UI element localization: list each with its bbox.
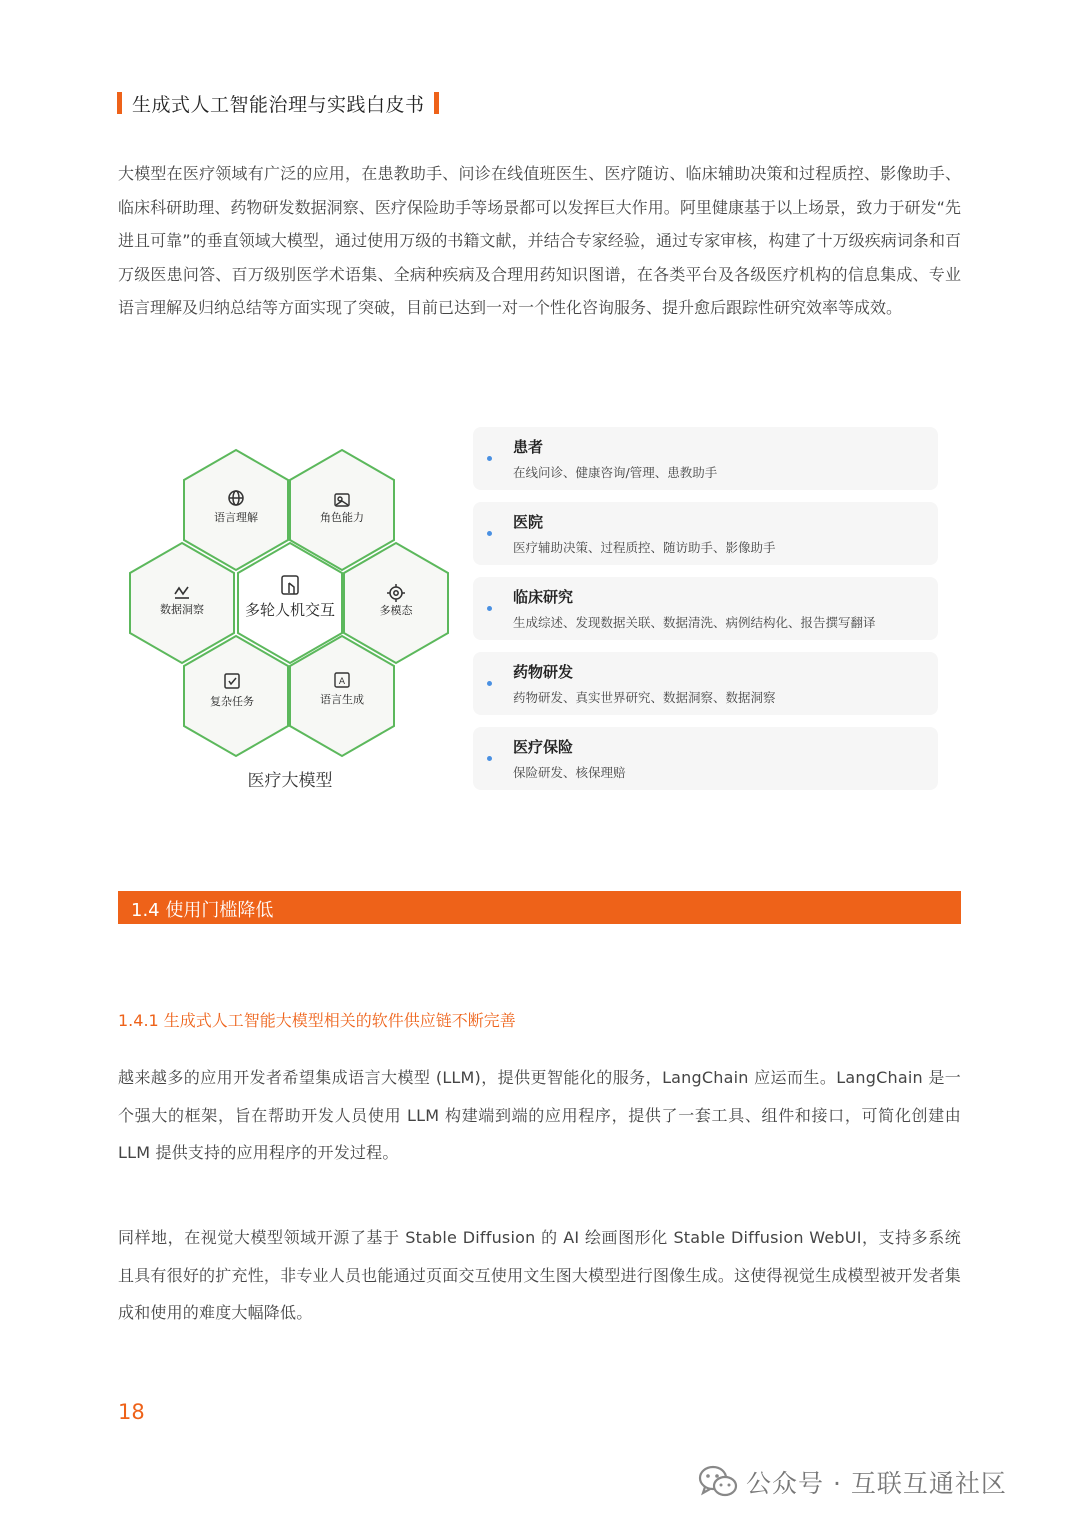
- card-drug-research: [473, 652, 938, 715]
- header-accent-bar-left: [117, 92, 122, 114]
- subsection-title: 1.4.1 生成式人工智能大模型相关的软件供应链不断完善: [118, 1011, 516, 1030]
- watermark-text: 公众号 · 互联互通社区: [746, 1469, 1007, 1498]
- card-title: 医疗保险: [513, 738, 574, 756]
- bullet-dot-icon: [487, 606, 492, 611]
- hex-label: 语言生成: [320, 693, 364, 706]
- page-number: 18: [118, 1400, 145, 1424]
- document-header: [117, 89, 439, 117]
- medical-model-figure: [0, 420, 1080, 820]
- wechat-icon: [698, 1464, 738, 1500]
- card-title: 药物研发: [513, 663, 574, 681]
- card-title: 临床研究: [513, 588, 574, 606]
- card-medical-insurance: [473, 727, 938, 790]
- section-title: 1.4 使用门槛降低: [131, 900, 274, 921]
- bullet-dot-icon: [487, 531, 492, 536]
- model-label: 医疗大模型: [247, 771, 333, 791]
- document-title: 生成式人工智能治理与实践白皮书: [132, 93, 425, 116]
- card-title: 患者: [513, 438, 544, 456]
- hex-label: 多模态: [379, 604, 413, 617]
- application-cards: [473, 427, 938, 802]
- card-subtitle: 医疗辅助决策、过程质控、随访助手、影像助手: [513, 540, 776, 555]
- card-subtitle: 在线问诊、健康咨询/管理、患教助手: [513, 465, 718, 480]
- card-subtitle: 药物研发、真实世界研究、数据洞察、数据洞察: [513, 690, 776, 705]
- intro-paragraph: 大模型在医疗领域有广泛的应用，在患教助手、问诊在线值班医生、医疗随访、临床辅助决策和过程质控、影像助手、临床科研助理、药物研发数据洞察、医疗保险助手等场景都可以发挥巨大作用。阿里健康基于以上场景，致力于研发“先进且可靠”的垂直领域大模型，通过使用万级的书籍文献，并结合专家经验，通过专家审核，构建了十万级疾病词条和百万级医患问答、百万级别医学术语集、全病种疾病及合理用药知识图谱，在各类平台及各级医疗机构的信息集成、专业语言理解及归纳总结等方面实现了突破，目前已达到一对一个性化咨询服务、提升愈后跟踪性研究效率等成效。: [118, 164, 961, 317]
- hex-label: 数据洞察: [160, 603, 204, 616]
- card-subtitle: 生成综述、发现数据关联、数据清洗、病例结构化、报告撰写翻译: [513, 615, 876, 630]
- bullet-dot-icon: [487, 756, 492, 761]
- card-hospital: [473, 502, 938, 565]
- stable-diffusion-paragraph: 同样地，在视觉大模型领域开源了基于 Stable Diffusion 的 AI 绘画图形化 Stable Diffusion WebUI，支持多系统且具有很好的扩充性，非专业人员也能通过页面交互使用文生图大模型进行图像生成。这使得视觉生成模型被开发者集成和使用的难度大幅降低。: [118, 1228, 961, 1322]
- card-clinical-research: [473, 577, 938, 640]
- svg-text:A: A: [338, 677, 346, 687]
- card-title: 医院: [513, 513, 544, 531]
- header-accent-bar-right: [434, 92, 439, 114]
- hexagon-diagram: [120, 440, 460, 780]
- card-subtitle: 保险研发、核保理赔: [513, 765, 626, 780]
- section-heading-bar: [118, 891, 961, 924]
- langchain-paragraph: 越来越多的应用开发者希望集成语言大模型 (LLM)，提供更智能化的服务，LangChain 应运而生。LangChain 是一个强大的框架，旨在帮助开发人员使用 LLM 构建端到端的应用程序，提供了一套工具、组件和接口，可简化创建由 LLM 提供支持的应用程序的开发过程。: [118, 1068, 961, 1162]
- bullet-dot-icon: [487, 456, 492, 461]
- card-patient: [473, 427, 938, 490]
- bullet-dot-icon: [487, 681, 492, 686]
- center-label: 多轮人机交互: [244, 601, 336, 619]
- hex-label: 复杂任务: [210, 695, 254, 708]
- hex-label: 角色能力: [320, 511, 364, 524]
- hex-label: 语言理解: [214, 511, 258, 524]
- watermark-footer: [698, 1460, 1007, 1504]
